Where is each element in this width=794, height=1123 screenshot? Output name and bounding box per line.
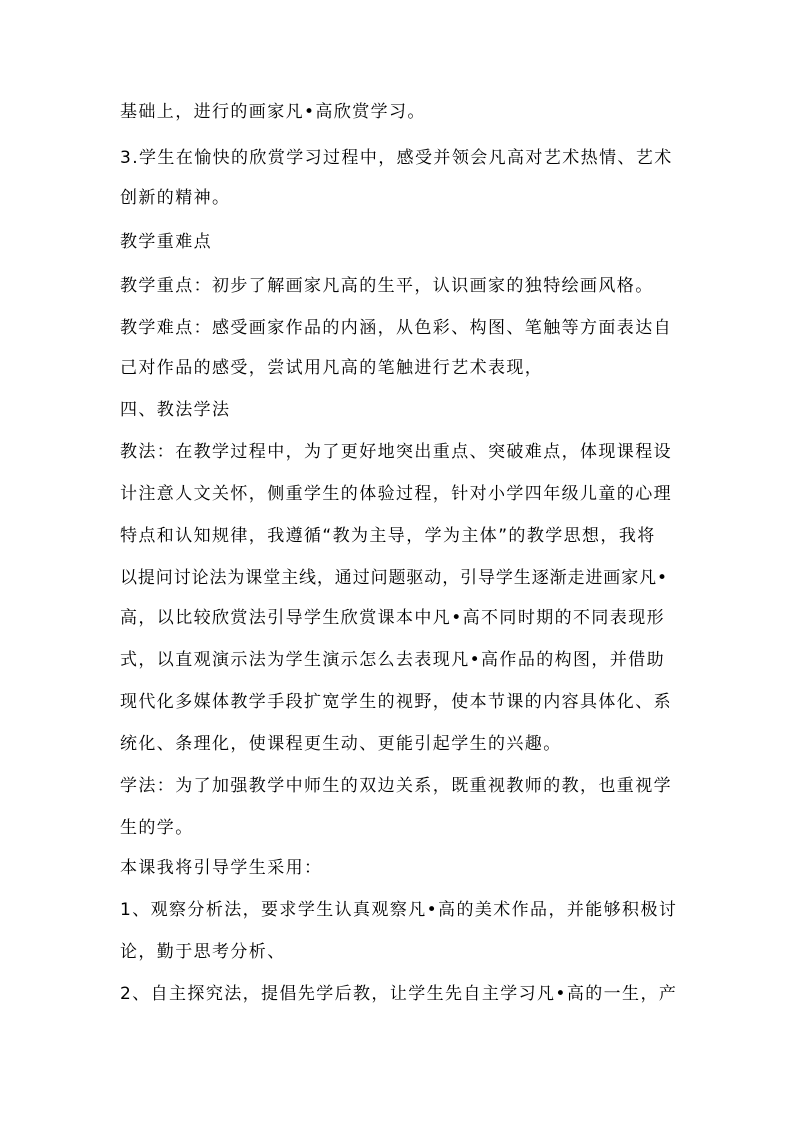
text-line: 学法：为了加强教学中师生的双边关系，既重视教师的教，也重视学 — [120, 776, 672, 796]
text-line: 教学难点：感受画家作品的内涵，从色彩、构图、笔触等方面表达自 — [120, 318, 672, 338]
text-line: 高，以比较欣赏法引导学生欣赏课本中凡•高不同时期的不同表现形 — [120, 608, 666, 628]
text-line: 己对作品的感受，尝试用凡高的笔触进行艺术表现， — [120, 358, 544, 378]
text-line: 1、观察分析法，要求学生认真观察凡•高的美术作品，并能够积极讨 — [120, 900, 678, 920]
section-heading: 四、教法学法 — [120, 400, 231, 420]
text-line: 本课我将引导学生采用： — [120, 858, 323, 878]
text-line: 特点和认知规律，我遵循“教为主导，学为主体”的教学思想，我将 — [120, 526, 656, 546]
text-line: 计注意人文关怀，侧重学生的体验过程，针对小学四年级儿童的心理 — [120, 484, 672, 504]
text-line: 现代化多媒体教学手段扩宽学生的视野，使本节课的内容具体化、系 — [120, 692, 672, 712]
section-heading: 教学重难点 — [120, 232, 212, 252]
text-line: 以提问讨论法为课堂主线，通过问题驱动，引导学生逐渐走进画家凡• — [120, 568, 668, 588]
text-line: 3.学生在愉快的欣赏学习过程中，感受并领会凡高对艺术热情、艺术 — [120, 148, 673, 168]
text-line: 论，勤于思考分析、 — [120, 942, 286, 962]
text-line: 基础上，进行的画家凡•高欣赏学习。 — [120, 102, 426, 122]
text-line: 生的学。 — [120, 818, 194, 838]
text-line: 式，以直观演示法为学生演示怎么去表现凡•高作品的构图，并借助 — [120, 650, 666, 670]
text-line: 2、自主探究法，提倡先学后教，让学生先自主学习凡•高的一生，产 — [120, 984, 678, 1004]
text-line: 统化、条理化，使课程更生动、更能引起学生的兴趣。 — [120, 734, 562, 754]
text-line: 创新的精神。 — [120, 188, 231, 208]
text-line: 教学重点：初步了解画家凡高的生平，认识画家的独特绘画风格。 — [120, 276, 654, 296]
text-line: 教法：在教学过程中，为了更好地突出重点、突破难点，体现课程设 — [120, 442, 672, 462]
